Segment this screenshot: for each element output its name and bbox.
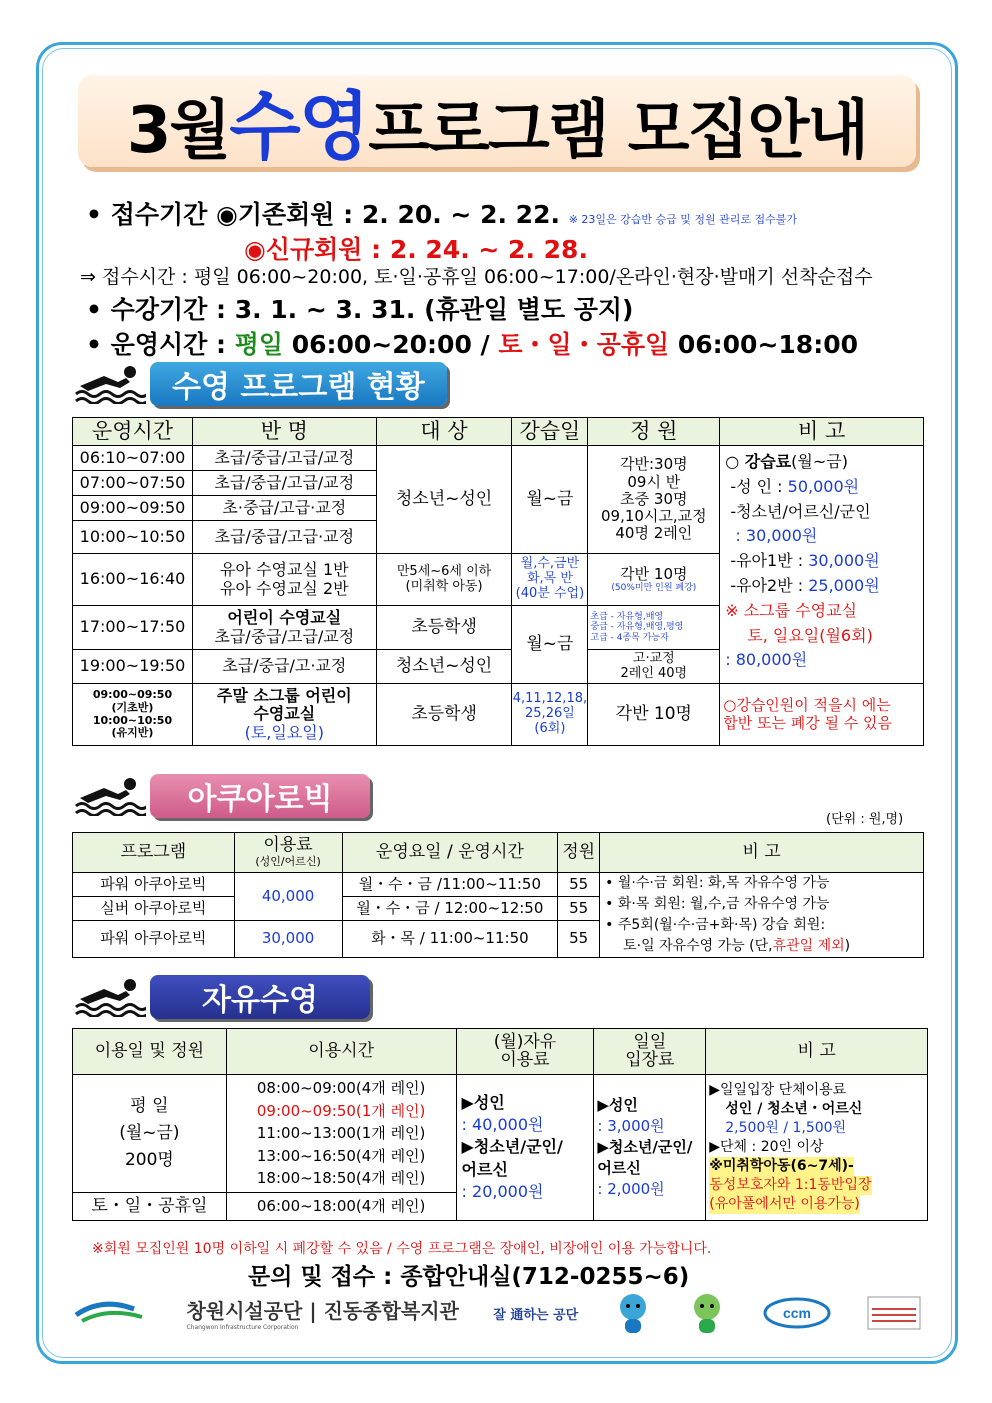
col-header: 정원 (558, 833, 600, 873)
cell-time: 07:00~07:50 (73, 471, 193, 496)
group-class-fee: : 80,000원 (725, 650, 808, 670)
aqua-note: 토·일 자유수영 가능 (단, (623, 938, 773, 954)
fee-title: ○ 강습료 (725, 452, 792, 471)
title-swim: 수영 (229, 84, 369, 170)
cell-program: 실버 아쿠아로빅 (73, 896, 235, 920)
notice-text: ※회원 모집인원 10명 이하일 시 폐강할 수 있음 / 수영 프로그램은 장애인, 비장애인 이용 가능합니다. (92, 1241, 712, 1257)
class-bold: 주말 소그룹 어린이 수영교실 (216, 685, 352, 724)
free-note: ▶단체 : 20인 이상 (709, 1139, 824, 1156)
monthly-youth: : 20,000원 (461, 1182, 544, 1202)
fee-infant2-label: -유아2반 : (730, 575, 804, 595)
col-header: 일일 입장료 (594, 1029, 706, 1075)
cell-weekday: 평 일 (월~금) 200명 (73, 1075, 227, 1193)
certification-logo-icon (866, 1295, 922, 1331)
aqua-note-end: ) (844, 938, 851, 954)
cell-time: 17:00~17:50 (73, 606, 193, 650)
fee-adult: 50,000원 (787, 476, 860, 496)
cell-target: 청소년~성인 (376, 650, 512, 684)
reception-existing-note: ※ 23일은 강습반 승급 및 정원 관리로 접수불가 (568, 213, 798, 226)
fee-infant1-label: -유아1반 : (730, 551, 804, 571)
program-table-header (73, 418, 924, 446)
cell-free-notes (706, 1075, 928, 1221)
cell-capacity: 초급 - 자유형,배영 중급 - 자유형,배영,평영 고급 - 4종목 가능자 (588, 606, 720, 650)
cell-target: 만5세~6세 이하 (미취학 아동) (376, 554, 512, 606)
cell-program: 파워 아쿠아로빅 (73, 920, 235, 957)
hours-label: • 운영시간 : (86, 330, 226, 359)
hours-weekday-time: 06:00~20:00 / (291, 330, 490, 359)
col-header: 비 고 (600, 833, 924, 873)
aqua-note: • 주5회(월·수·금+화·목) 강습 회원: (605, 917, 826, 933)
cell-class: 초급/중급/고급/교정 (192, 471, 376, 496)
col-header: 운영요일 / 운영시간 (342, 833, 558, 873)
reception-new: ◉신규회원 : 2. 24. ~ 2. 28. (244, 235, 588, 264)
group-class-days: 토, 일요일(월6회) (747, 625, 873, 645)
col-header: 프로그램 (73, 833, 235, 873)
cell-time: 06:10~07:00 (73, 446, 193, 471)
aqua-table (72, 832, 924, 958)
cell-capacity: 55 (558, 873, 600, 897)
capacity-infant: 각반 10명 (620, 564, 688, 583)
col-header: 이용일 및 정원 (73, 1029, 227, 1075)
cell-weekday-times (226, 1075, 456, 1193)
time-slot: 09:00~09:50(1개 레인) (256, 1101, 426, 1120)
free-note: 성인 / 청소년・어르신 (725, 1101, 863, 1118)
cell-class: 초급/중급/고급/교정 (192, 446, 376, 471)
class-weekend-days: (토,일요일) (244, 722, 325, 742)
cell-class: 초·중급/고급·교정 (192, 496, 376, 521)
col-header: 강습일 (512, 418, 588, 446)
slogan-text: 잘 通하는 공단 (493, 1307, 579, 1323)
cell-schedule: 월・수・금 / 12:00~12:50 (342, 896, 558, 920)
col-header: 이용시간 (226, 1029, 456, 1075)
program-section-title: 수영 프로그램 현황 (150, 362, 447, 406)
time-slot: 11:00~13:00(1개 레인) (256, 1124, 426, 1143)
title-rest: 프로그램 모집안내 (368, 94, 868, 168)
fee-notes (720, 446, 924, 684)
svg-text:ccm: ccm (782, 1305, 811, 1321)
org-name: 창원시설공단 | 진동종합복지관 (186, 1299, 459, 1323)
cell-time: 16:00~16:40 (73, 554, 193, 606)
group-class-note: ※ 소그룹 수영교실 (725, 600, 858, 620)
cell-day: 4,11,12,18, 25,26일 (6회) (512, 684, 588, 746)
class-bold: 어린이 수영교실 (227, 608, 342, 628)
fee-infant2: 25,000원 (808, 575, 880, 595)
free-section-title: 자유수영 (150, 975, 370, 1019)
cell-capacity: 각반:30명 09시 반 초중 30명 09,10시고,교정 40명 2레인 (588, 446, 720, 554)
org-subtitle: Changwon Infrastructure Corporation (186, 1324, 299, 1331)
cell-class: 유아 수영교실 1반 유아 수영교실 2반 (192, 554, 376, 606)
cell-fee: 40,000 (234, 873, 342, 921)
cell-schedule: 월・수・금 /11:00~11:50 (342, 873, 558, 897)
cell-capacity: 각반 10명 (588, 684, 720, 746)
col-header (234, 833, 342, 873)
free-note-highlight: (유아풀에서만 이용가능) (709, 1195, 860, 1212)
daily-adult: : 3,000원 (597, 1117, 665, 1135)
cell-capacity: 55 (558, 896, 600, 920)
time-slot: 18:00~18:50(4개 레인) (256, 1169, 426, 1188)
fee-subheader: (성인/어르신) (255, 854, 321, 868)
cell-daily-fee (594, 1075, 706, 1221)
aqua-table-header (73, 833, 924, 873)
free-section-header (74, 975, 370, 1019)
monthly-youth-label: ▶청소년/군인/ 어르신 (461, 1137, 563, 1179)
page-title (127, 68, 867, 174)
cell-schedule: 화・목 / 11:00~11:50 (342, 920, 558, 957)
free-note: 2,500원 / 1,500원 (725, 1120, 847, 1137)
city-logo-icon (72, 1295, 152, 1331)
cell-fee: 30,000 (234, 920, 342, 957)
daily-adult-label: ▶성인 (597, 1096, 638, 1114)
table-row (73, 1075, 928, 1193)
unit-label: (단위 : 원,명) (826, 812, 904, 827)
col-header: 운영시간 (73, 418, 193, 446)
hours-weekend-time: 06:00~18:00 (677, 330, 858, 359)
table-row (73, 873, 924, 897)
table-row (73, 684, 924, 746)
cell-day: 월,수,금반 화,목 반 (40분 수업) (512, 554, 588, 606)
title-banner (78, 75, 916, 170)
cancellation-warning: ○강습인원이 적을시 에는 합반 또는 폐강 될 수 있음 (720, 684, 924, 746)
cell-weekend: 토・일・공휴일 (73, 1193, 227, 1221)
hours-weekend: 토・일・공휴일 (498, 330, 670, 359)
ccm-logo-icon (762, 1296, 832, 1330)
time-slot: 13:00~16:50(4개 레인) (256, 1146, 426, 1165)
free-note-highlight: ※미취학아동(6~7세)- (709, 1157, 854, 1174)
aqua-section-header (74, 774, 370, 818)
swimmer-icon (74, 977, 146, 1017)
program-table (72, 417, 924, 746)
col-header: 반 명 (192, 418, 376, 446)
mascot-blue-icon (613, 1291, 653, 1335)
cell-capacity: 55 (558, 920, 600, 957)
cell-monthly-fee (456, 1075, 594, 1221)
cell-time: 09:00~09:50 (73, 496, 193, 521)
cell-weekend-time: 06:00~18:00(4개 레인) (226, 1193, 456, 1221)
title-month: 3월 (126, 94, 230, 168)
aqua-note-holiday: 휴관일 제외 (772, 938, 845, 954)
slogan-logo (493, 1304, 578, 1323)
cell-day: 월~금 (512, 446, 588, 554)
cell-program: 파워 아쿠아로빅 (73, 873, 235, 897)
cell-time: 09:00~09:50 (기초반) 10:00~10:50 (유지반) (73, 684, 193, 746)
fee-days: (월~금) (791, 452, 848, 471)
reception-existing: ◉기존회원 : 2. 20. ~ 2. 22. (216, 200, 560, 229)
cell-capacity: 고·교정 2레인 40명 (588, 650, 720, 684)
swimmer-icon (74, 776, 146, 816)
monthly-adult-label: ▶성인 (461, 1092, 505, 1112)
mascot-green-icon (687, 1291, 727, 1335)
capacity-infant-note: (50%미만 인원 폐강) (611, 582, 697, 593)
free-table-header (73, 1029, 928, 1075)
col-header: 비 고 (720, 418, 924, 446)
cell-target: 초등학생 (376, 684, 512, 746)
operating-hours (86, 325, 858, 361)
cell-time: 19:00~19:50 (73, 650, 193, 684)
cell-class (192, 606, 376, 650)
class-levels: 초급/중급/고급/교정 (214, 626, 355, 646)
col-header: 대 상 (376, 418, 512, 446)
cell-class: 초급/중급/고·교정 (192, 650, 376, 684)
reception-line (86, 195, 797, 231)
table-row (73, 446, 924, 471)
col-header: 비 고 (706, 1029, 928, 1075)
aqua-note: • 화·목 회원: 월,수,금 자유수영 가능 (605, 896, 830, 912)
cell-day: 월~금 (512, 606, 588, 684)
org-logo (186, 1295, 458, 1331)
daily-youth: : 2,000원 (597, 1180, 665, 1198)
hours-weekday: 평일 (234, 330, 284, 359)
fee-youth-label: -청소년/어르신/군인 (730, 501, 871, 521)
fee-youth: : 30,000원 (735, 526, 818, 546)
free-note: ▶일일입장 단체이용료 (709, 1082, 847, 1099)
bullet: • (86, 200, 102, 229)
reception-time: ⇒ 접수시간 : 평일 06:00~20:00, 토·일·공휴일 06:00~17:00/온라인·현장·발매기 선착순접수 (80, 266, 873, 288)
fee-adult-label: -성 인 : (730, 476, 783, 496)
fee-header: 이용료 (263, 835, 313, 856)
daily-youth-label: ▶청소년/군인/ 어르신 (597, 1138, 693, 1177)
free-swim-table (72, 1028, 928, 1221)
free-note-highlight: 동성보호자와 1:1동반입장 (709, 1176, 872, 1193)
cell-class (192, 684, 376, 746)
reception-label: 접수기간 (110, 200, 208, 229)
cell-class: 초급/중급/고급·교정 (192, 521, 376, 554)
fee-infant1: 30,000원 (808, 551, 880, 571)
swimmer-icon (74, 364, 146, 404)
course-period: • 수강기간 : 3. 1. ~ 3. 31. (휴관일 별도 공지) (86, 295, 634, 324)
time-slot: 08:00~09:00(4개 레인) (256, 1079, 426, 1098)
cell-time: 10:00~10:50 (73, 521, 193, 554)
aqua-notes (600, 873, 924, 958)
footer-logos (72, 1288, 922, 1338)
aqua-note: • 월·수·금 회원: 화,목 자유수영 가능 (605, 875, 830, 891)
col-header: 정 원 (588, 418, 720, 446)
cell-target: 초등학생 (376, 606, 512, 650)
aqua-section-title: 아쿠아로빅 (150, 774, 370, 818)
cell-capacity (588, 554, 720, 606)
program-section-header (74, 362, 447, 406)
inquiry-text: 문의 및 접수 : 종합안내실(712-0255~6) (248, 1264, 690, 1290)
col-header: (월)자유 이용료 (456, 1029, 594, 1075)
monthly-adult: : 40,000원 (461, 1114, 544, 1134)
cell-target: 청소년~성인 (376, 446, 512, 554)
